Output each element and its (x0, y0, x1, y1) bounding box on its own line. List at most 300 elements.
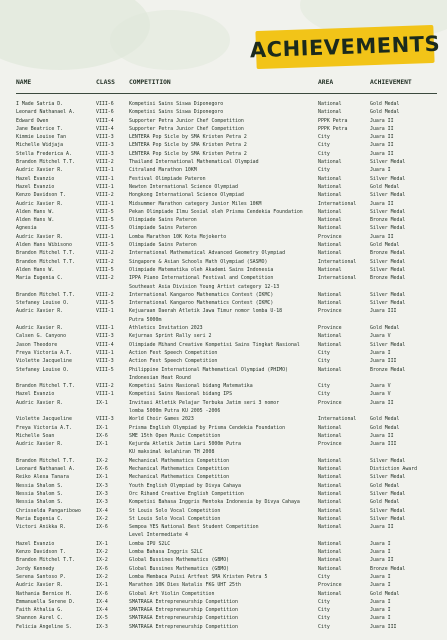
table-row (0, 432, 447, 440)
cell-competition: SMATRAGA Entrepreneurship Competition (129, 615, 238, 622)
cell-class: VIII-2 (96, 275, 114, 282)
cell-achievement: Juara II (370, 233, 394, 240)
cell-class: VIII-1 (96, 175, 114, 182)
cell-name: Maria Eugenia C. (16, 515, 64, 522)
cell-achievement: Bronze Medal (370, 217, 406, 224)
cell-class: VIII-3 (96, 150, 114, 157)
cell-class: VIII-2 (96, 192, 114, 199)
table-row (0, 606, 447, 614)
table-row (0, 349, 447, 357)
cell-name: Freya Victoria A.T. (16, 349, 72, 356)
cell-achievement: Bronze Medal (370, 366, 406, 373)
cell-area: National (318, 466, 342, 473)
cell-name: Kenzo Davidson T. (16, 549, 67, 556)
table-row (0, 224, 447, 232)
table-row (0, 465, 447, 473)
cell-name: Violette Jacqueline (16, 358, 72, 365)
cell-class: IX-1 (96, 441, 108, 448)
cell-name: Audric Xavier R. (16, 308, 64, 315)
cell-achievement: Juara II (370, 142, 394, 149)
cell-area: City (318, 349, 330, 356)
cell-achievement: Juara II (370, 200, 394, 207)
cell-achievement: Gold Medal (370, 424, 400, 431)
cell-name: Reiko Alexa Tanara (16, 474, 69, 481)
cell-name: Audric Xavier R. (16, 167, 64, 174)
cell-achievement: Gold Medal (370, 183, 400, 190)
cell-area: City (318, 150, 330, 157)
cell-area: City (318, 167, 330, 174)
cell-competition: Supporter Petra Junior Chef Competition (129, 117, 244, 124)
cell-competition: Orc Rihand Creative English Competition (129, 490, 244, 497)
cell-achievement: Gold Medal (370, 499, 400, 506)
cell-achievement: Silver Medal (370, 457, 406, 464)
table-header (0, 76, 447, 94)
table-row (0, 141, 447, 149)
cell-competition: Global Bussines Mathematics (GBMO) (129, 565, 230, 572)
cell-name: Felicia Angeline S. (16, 623, 72, 630)
table-row (0, 200, 447, 208)
table-row (0, 241, 447, 249)
cell-area: National (318, 291, 342, 298)
cell-class: VIII-1 (96, 308, 114, 315)
cell-competition: Global Art Violin Competition (129, 590, 215, 597)
table-row (0, 490, 447, 498)
cell-name: Audric Xavier R. (16, 233, 64, 240)
cell-area: National (318, 590, 342, 597)
table-row (0, 507, 447, 515)
cell-area: Province (318, 399, 342, 406)
table-row (0, 523, 447, 531)
cell-name: Brandon Mitchel T.T. (16, 457, 75, 464)
column-header-competition: COMPETITION (129, 79, 171, 86)
cell-class: IX-1 (96, 582, 108, 589)
table-row (0, 133, 447, 141)
cell-competition: Hongkong International Science Olympiad (129, 192, 244, 199)
cell-competition: Lomba Membaca Puisi Artfest SMA Kristen Petra 5 (129, 573, 268, 580)
cell-competition: IPPA Piano International Festival and Competition (129, 275, 274, 282)
table-row (0, 233, 447, 241)
cell-competition: International Kangaroo Mathematics Contest (IKMC) (129, 291, 274, 298)
cell-competition: Midsummer Marathon category Junior Miles 10KM (129, 200, 262, 207)
cell-competition: Invitasi Atletik Pelajar Terbuka Jatim seri 3 nomor (129, 399, 280, 406)
cell-competition: Kompetisi Sains Siswa Diponegoro (129, 101, 224, 107)
table-row (0, 175, 447, 183)
cell-name: Freya Victoria A.T. (16, 424, 72, 431)
cell-competition: LENTERA Pop Sicle by SMA Kristen Petra 2 (129, 134, 247, 141)
cell-name: Hazel Evanzio (16, 391, 55, 398)
cell-area: City (318, 134, 330, 141)
cell-achievement: Gold Medal (370, 101, 400, 107)
cell-competition: Festival Olimpiade Pateron (129, 175, 206, 182)
cell-area: National (318, 557, 342, 564)
cell-name: Hazel Evanzio (16, 175, 55, 182)
cell-area: National (318, 333, 342, 340)
cell-area: National (318, 540, 342, 547)
cell-name: Audric Xavier R. (16, 582, 64, 589)
cell-area: National (318, 300, 342, 307)
cell-achievement: Juara II (370, 150, 394, 157)
cell-competition: SMATRAGA Entrepreneurship Competition (129, 607, 238, 614)
cell-competition: Pekan Olimpiade Ilmu Sosial oleh Prisma Cendekia Foundation (129, 208, 303, 215)
cell-area: National (318, 366, 342, 373)
cell-class: VIII-2 (96, 159, 114, 166)
cell-area: National (318, 457, 342, 464)
cell-name: Brandon Mitchel T.T. (16, 159, 75, 166)
cell-class: IX-2 (96, 557, 108, 564)
cell-competition: Marathon 10K Dies Natalis FKG UHT 25th (129, 582, 241, 589)
table-row (0, 258, 447, 266)
cell-achievement: Distiction Award (370, 466, 418, 473)
cell-area: International (318, 200, 357, 207)
cell-competition: Newton International Science Olympiad (129, 183, 238, 190)
table-row (0, 307, 447, 315)
table-row (0, 531, 447, 539)
cell-achievement: Juara III (370, 308, 397, 315)
cell-competition: Kejurda Atletik Jatim Lari 5000m Putra (129, 441, 241, 448)
cell-area: National (318, 499, 342, 506)
cell-class: VIII-1 (96, 349, 114, 356)
cell-class: VIII-6 (96, 109, 114, 116)
cell-achievement: Juara I (370, 582, 391, 589)
cell-name: Jason Theodore (16, 341, 58, 348)
cell-achievement: Juara III (370, 441, 397, 448)
cell-area: National (318, 159, 342, 166)
cell-achievement: Gold Medal (370, 590, 400, 597)
table-row (0, 125, 447, 133)
cell-achievement: Gold Medal (370, 242, 400, 249)
cell-class: IX-2 (96, 515, 108, 522)
cell-name: Shannon Aurel C. (16, 615, 64, 622)
cell-area: Province (318, 308, 342, 315)
table-row (0, 216, 447, 224)
cell-achievement: Juara V (370, 383, 391, 390)
cell-achievement: Juara I (370, 607, 391, 614)
cell-area: City (318, 615, 330, 622)
cell-class: VIII-4 (96, 125, 114, 132)
cell-area: City (318, 383, 330, 390)
table-row (0, 548, 447, 556)
table-row (0, 374, 447, 382)
cell-competition: Lomba Marathon 10K Kota Mojokerto (129, 233, 227, 240)
cell-area: City (318, 573, 330, 580)
cell-name: Kimmie Louise Tan (16, 134, 67, 141)
table-row (0, 399, 447, 407)
table-row (0, 117, 447, 125)
cell-class: IX-3 (96, 499, 108, 506)
cell-achievement: Juara II (370, 134, 394, 141)
cell-area: City (318, 607, 330, 614)
cell-name: Brandon Mitchel T.T. (16, 258, 75, 265)
cell-area: National (318, 507, 342, 514)
cell-achievement: Gold Medal (370, 109, 400, 116)
cell-name: Nessia Shalom S. (16, 482, 64, 489)
cell-achievement: Juara II (370, 557, 394, 564)
cell-competition: Olimpiade Mihand Creative Kompetisi Sains Tingkat Nasional (129, 341, 300, 348)
cell-achievement: Gold Medal (370, 482, 400, 489)
cell-competition: Lomba Bahasa Inggris S2LC (129, 549, 203, 556)
cell-class: VIII-2 (96, 383, 114, 390)
cell-class: IX-2 (96, 457, 108, 464)
cell-area: Province (318, 233, 342, 240)
cell-area: National (318, 208, 342, 215)
cell-achievement: Silver Medal (370, 341, 406, 348)
cell-class: VIII-2 (96, 291, 114, 298)
cell-name: Michelle Widjaja (16, 142, 64, 149)
cell-achievement: Juara I (370, 573, 391, 580)
cell-achievement: Silver Medal (370, 266, 406, 273)
cell-competition: Kompetisi Bahasa Inggris Mentoka Indonesia by Divya Cahaya (129, 499, 300, 506)
table-row (0, 448, 447, 456)
cell-name: Stefaney Louise O. (16, 366, 69, 373)
column-header-achievement: ACHIEVEMENT (370, 79, 412, 86)
cell-area: City (318, 142, 330, 149)
cell-achievement: Bronze Medal (370, 250, 406, 257)
cell-class: VIII-3 (96, 142, 114, 149)
table-row (0, 183, 447, 191)
table-row (0, 440, 447, 448)
cell-class: IX-4 (96, 507, 108, 514)
cell-competition: Olimpiade Sains Pateron (129, 217, 197, 224)
cell-name: Maria Eugenia C. (16, 275, 64, 282)
cell-competition: Olimpiade Sains Pateron (129, 242, 197, 249)
table-row (0, 565, 447, 573)
cell-achievement: Juara I (370, 167, 391, 174)
cell-name: Kenzo Davidson T. (16, 192, 67, 199)
column-header-area: AREA (318, 79, 334, 86)
page-title: ACHIEVEMENTS (249, 31, 441, 63)
cell-achievement: Juara I (370, 540, 391, 547)
cell-achievement: Silver Medal (370, 515, 406, 522)
cell-class: IX-3 (96, 482, 108, 489)
cell-achievement: Juara I (370, 349, 391, 356)
table-row (0, 482, 447, 490)
cell-class: VIII-1 (96, 391, 114, 398)
cell-competition: Global Bussines Mathematics (GBMO) (129, 557, 230, 564)
cell-area: International (318, 258, 357, 265)
cell-area: International (318, 416, 357, 423)
table-row (0, 457, 447, 465)
cell-class: IX-3 (96, 623, 108, 630)
cell-competition: Putra 5000m (129, 316, 162, 323)
cell-name: Brandon Mitchel T.T. (16, 250, 75, 257)
cell-competition: Action Fest Speech Competition (129, 358, 218, 365)
cell-class: VIII-6 (96, 101, 114, 107)
cell-name: Hazel Evanzio (16, 183, 55, 190)
cell-competition: Kompetisi Sains Siswa Diponegoro (129, 109, 224, 116)
cell-competition: Kompetisi Sains Nasional bidang Matematika (129, 383, 253, 390)
table-row (0, 407, 447, 415)
cell-class: VIII-3 (96, 416, 114, 423)
cell-achievement: Silver Medal (370, 300, 406, 307)
cell-name: Leonard Nathanael A. (16, 109, 75, 116)
cell-area: National (318, 183, 342, 190)
table-row (0, 415, 447, 423)
cell-area: National (318, 549, 342, 556)
cell-competition: Supporter Petra Junior Chef Competition (129, 125, 244, 132)
cell-name: Jane Beatrice T. (16, 125, 64, 132)
cell-area: National (318, 524, 342, 531)
cell-competition: Athletics Invitation 2023 (129, 325, 203, 332)
table-row (0, 424, 447, 432)
cell-achievement: Silver Medal (370, 175, 406, 182)
cell-name: Edward Owen (16, 117, 49, 124)
cell-area: City (318, 358, 330, 365)
cell-achievement: Juara V (370, 391, 391, 398)
cell-competition: Citraland Marathon 10KM (129, 167, 197, 174)
cell-class: VIII-4 (96, 341, 114, 348)
cell-name: Brandon Mitchel T.T. (16, 383, 75, 390)
cell-class: VIII-1 (96, 183, 114, 190)
table-row (0, 590, 447, 598)
cell-achievement: Juara II (370, 432, 394, 439)
cell-competition: International Kangaroo Mathematics Contest (IKMC) (129, 300, 274, 307)
cell-name: Emmanuella Serene D. (16, 598, 75, 605)
table-row (0, 581, 447, 589)
cell-competition: Indonesian Heat Round (129, 374, 191, 381)
table-row (0, 324, 447, 332)
cell-achievement: Juara III (370, 358, 397, 365)
cell-achievement: Juara II (370, 524, 394, 531)
cell-competition: Olimpiade Sains Pateron (129, 225, 197, 232)
cell-class: VIII-5 (96, 266, 114, 273)
table-row (0, 316, 447, 324)
cell-area: National (318, 565, 342, 572)
cell-achievement: Juara I (370, 615, 391, 622)
cell-competition: LENTERA Pop Sicle by SMA Kristen Petra 2 (129, 142, 247, 149)
cell-achievement: Juara I (370, 598, 391, 605)
cell-competition: SME 15th Open Music Competition (129, 432, 221, 439)
cell-competition: St Louis Solo Vocal Competition (129, 507, 221, 514)
cell-area: National (318, 432, 342, 439)
cell-area: National (318, 101, 342, 107)
cell-achievement: Juara II (370, 399, 394, 406)
table-row (0, 390, 447, 398)
table-row (0, 382, 447, 390)
cell-achievement: Juara I (370, 549, 391, 556)
header-divider (16, 93, 437, 94)
cell-competition: International Mathematical Advanced Geometry Olympiad (129, 250, 286, 257)
cell-class: VIII-5 (96, 225, 114, 232)
cell-name: Audric Xavier R. (16, 441, 64, 448)
cell-achievement: Silver Medal (370, 507, 406, 514)
cell-competition: St Louis Solo Vocal Competition (129, 515, 221, 522)
cell-competition: Kompetisi Sains Nasional bidang IPS (129, 391, 233, 398)
cell-name: Alden Hans W. (16, 217, 55, 224)
cell-class: VIII-1 (96, 233, 114, 240)
cell-achievement: Silver Medal (370, 192, 406, 199)
cell-name: Calsen G. Canyono (16, 333, 67, 340)
table-row (0, 498, 447, 506)
cell-area: City (318, 598, 330, 605)
cell-competition: Level Intermediate 4 (129, 532, 188, 539)
cell-name: Brandon Mitchel T.T. (16, 291, 75, 298)
table-row (0, 623, 447, 631)
table-row (0, 341, 447, 349)
table-row (0, 208, 447, 216)
cell-achievement: Silver Medal (370, 291, 406, 298)
cell-achievement: Bronze Medal (370, 275, 406, 282)
cell-competition: Kejuaraan Daerah Atletik Jawa Timur nomor lomba U-18 (129, 308, 283, 315)
cell-area: Province (318, 325, 342, 332)
table-row (0, 158, 447, 166)
column-header-name: NAME (16, 79, 32, 86)
cell-class: VIII-3 (96, 358, 114, 365)
cell-area: National (318, 266, 342, 273)
cell-class: VIII-3 (96, 134, 114, 141)
achievements-table (0, 100, 447, 631)
background-splash (110, 10, 230, 70)
cell-achievement: Juara V (370, 333, 391, 340)
cell-area: PPPK Petra (318, 117, 348, 124)
cell-name: Audric Xavier R. (16, 399, 64, 406)
cell-class: VIII-5 (96, 242, 114, 249)
cell-area: National (318, 192, 342, 199)
cell-achievement: Juara II (370, 117, 394, 124)
table-row (0, 299, 447, 307)
cell-name: Hazel Evanzio (16, 540, 55, 547)
cell-achievement: Silver Medal (370, 159, 406, 166)
cell-competition: Prisma English Olympiad by Prisma Cendekia Foundation (129, 424, 286, 431)
cell-achievement: Juara II (370, 125, 394, 132)
cell-name: Audric Xavier R. (16, 200, 64, 207)
cell-area: National (318, 225, 342, 232)
cell-class: VIII-3 (96, 333, 114, 340)
cell-competition: Philippine International Mathematical Olympiad (PHIMO) (129, 366, 288, 373)
table-row (0, 332, 447, 340)
cell-area: City (318, 623, 330, 630)
cell-class: IX-5 (96, 615, 108, 622)
cell-area: Province (318, 582, 342, 589)
cell-area: National (318, 490, 342, 497)
cell-competition: Thailand International Mathematical Olympiad (129, 159, 259, 166)
cell-name: Audric Xavier R. (16, 325, 64, 332)
table-row (0, 274, 447, 282)
cell-competition: SMATRAGA Entrepreneurship Competition (129, 623, 238, 630)
table-row (0, 366, 447, 374)
table-row (0, 291, 447, 299)
cell-class: IX-1 (96, 424, 108, 431)
cell-name: Michelle Soan (16, 432, 55, 439)
table-row (0, 573, 447, 581)
cell-area: National (318, 424, 342, 431)
cell-area: City (318, 391, 330, 398)
table-row (0, 556, 447, 564)
cell-competition: lomba 5000m Putra KU 2005 -2006 (129, 407, 221, 414)
table-row (0, 598, 447, 606)
cell-class: IX-6 (96, 565, 108, 572)
cell-competition: Mechanical Mathematics Competition (129, 474, 230, 481)
cell-achievement: Silver Medal (370, 258, 406, 265)
table-row (0, 540, 447, 548)
cell-achievement: Silver Medal (370, 225, 406, 232)
cell-competition: Olimpiade Matematika oleh Akademi Sains Indonesia (129, 266, 274, 273)
column-header-class: CLASS (96, 79, 115, 86)
table-row (0, 283, 447, 291)
cell-competition: Singapore & Asian Schools Math Olympiad (SASMO) (129, 258, 268, 265)
cell-competition: Southeast Asia Division Young Artist category 12-13 (129, 283, 280, 290)
cell-name: Stefaney Louise O. (16, 300, 69, 307)
cell-achievement: Silver Medal (370, 208, 406, 215)
table-row (0, 249, 447, 257)
table-row (0, 100, 447, 108)
cell-name: Jordy Kennedy (16, 565, 55, 572)
cell-name: Leonard Nathanael A. (16, 466, 75, 473)
cell-area: National (318, 482, 342, 489)
cell-area: National (318, 109, 342, 116)
cell-competition: Mechanical Mathematics Competition (129, 457, 230, 464)
cell-competition: LENTERA Pop Sicle by SMA Kristen Petra 2 (129, 150, 247, 157)
table-row (0, 614, 447, 622)
